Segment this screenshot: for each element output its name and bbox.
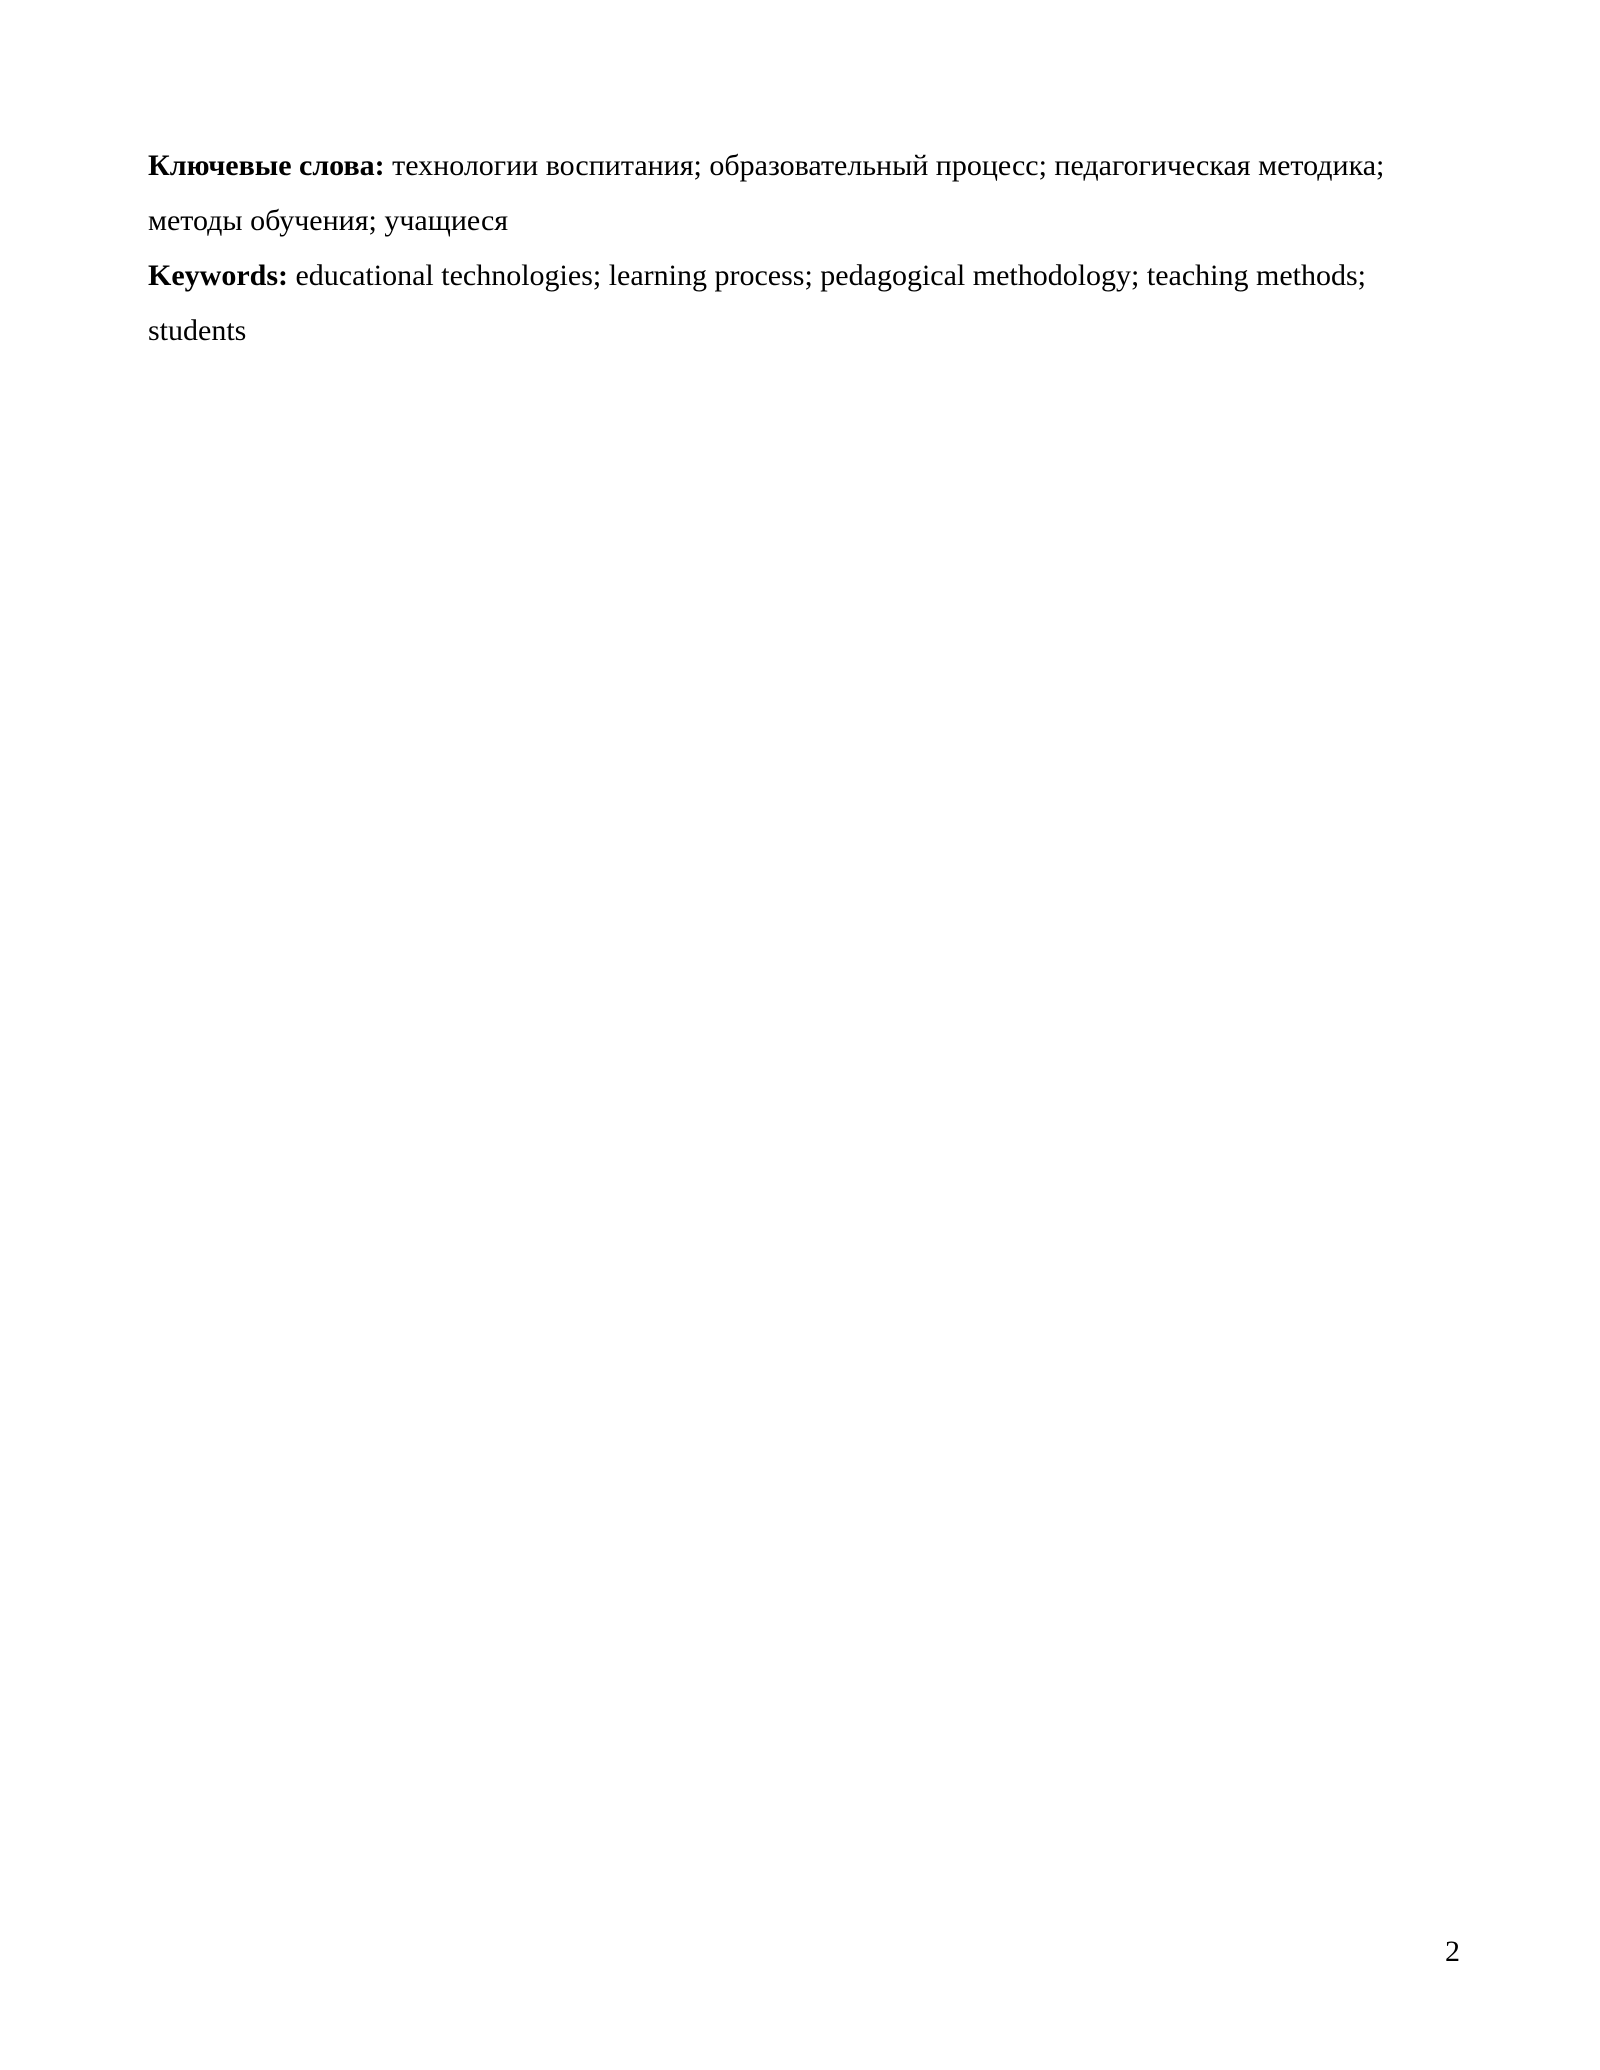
keywords-ru-paragraph bbox=[148, 138, 1458, 248]
keywords-ru-text: технологии воспитания; образовательный процесс; педагогическая методика; методы обучения; учащиеся bbox=[148, 149, 1385, 237]
page-number: 2 bbox=[1445, 1935, 1460, 1968]
keywords-en-paragraph bbox=[148, 248, 1458, 358]
keywords-ru-label: Ключевые слова: bbox=[148, 149, 385, 182]
keywords-en-label: Keywords: bbox=[148, 259, 288, 292]
keywords-section bbox=[148, 138, 1458, 358]
keywords-en-text: educational technologies; learning process; pedagogical methodology; teaching methods; students bbox=[148, 259, 1367, 347]
